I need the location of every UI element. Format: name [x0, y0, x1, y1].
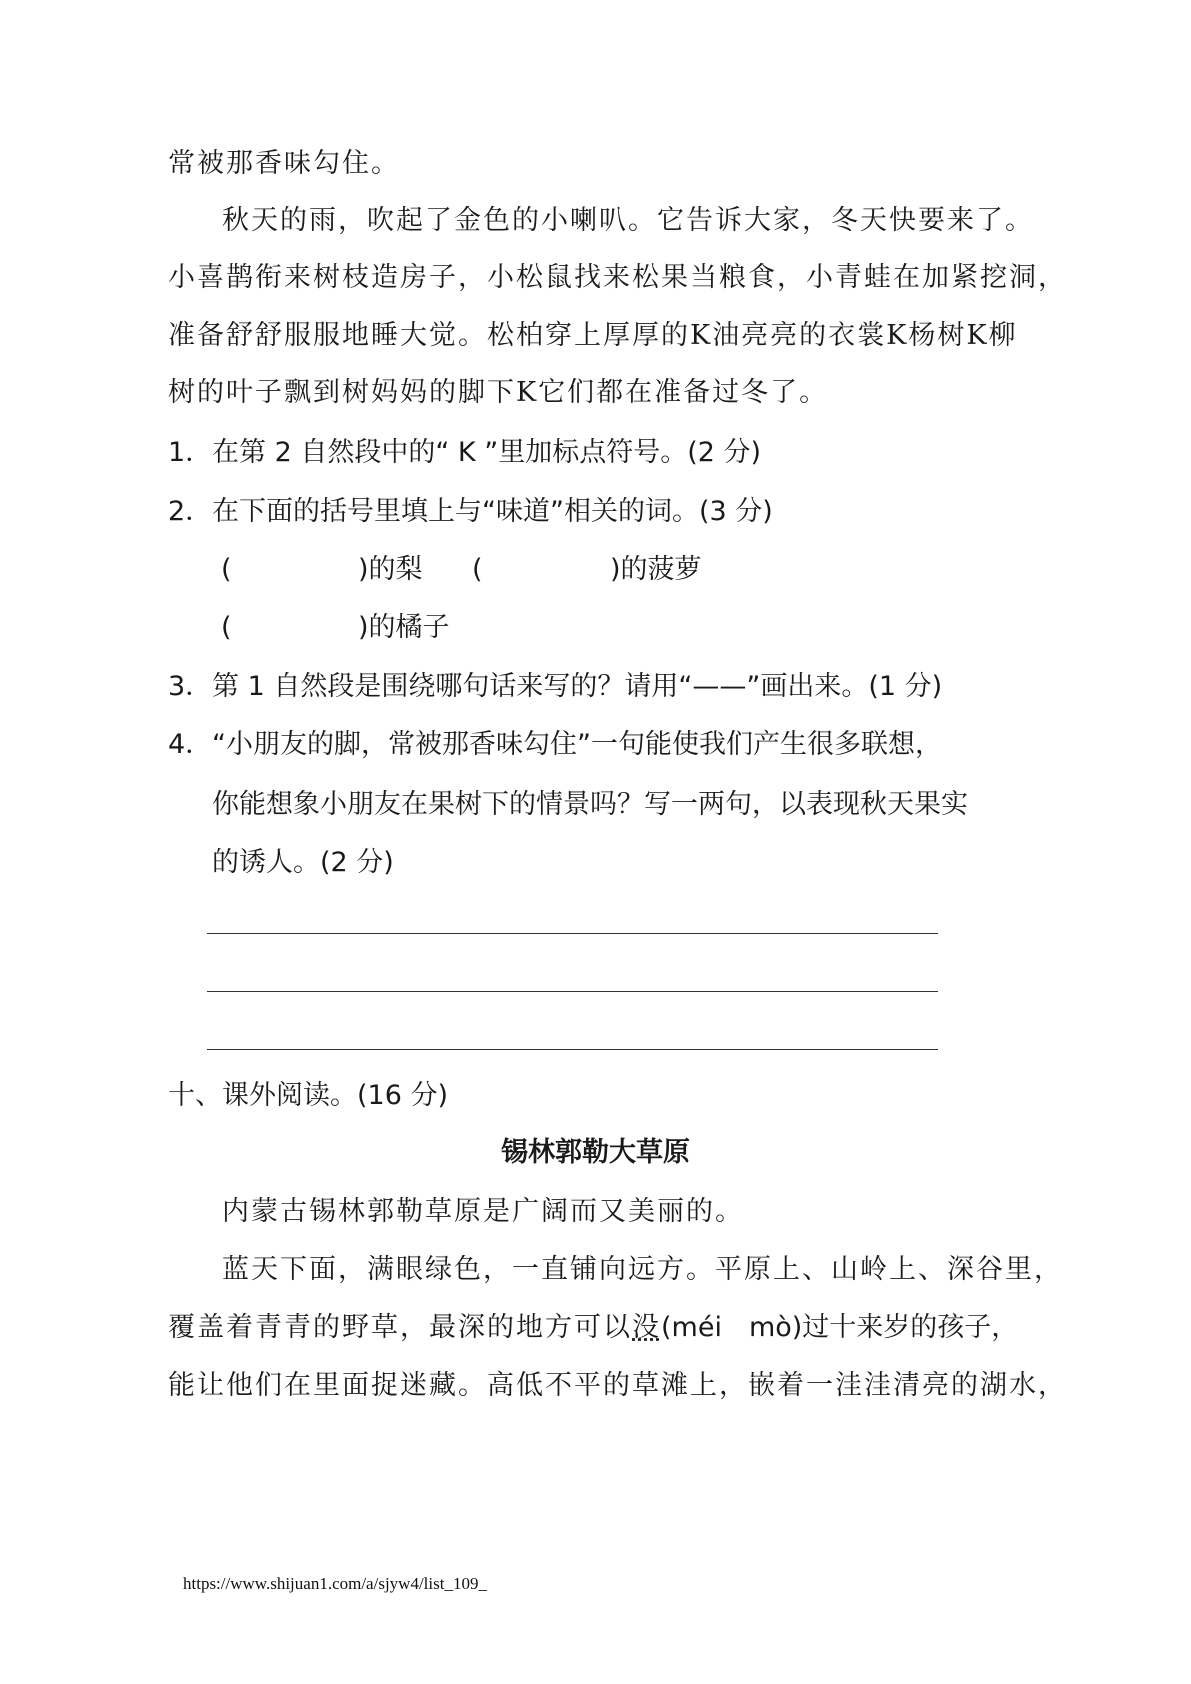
answer-line[interactable] — [207, 991, 938, 992]
blank-open: ( — [221, 554, 232, 585]
passage-line: 小喜鹊衔来树枝造房子，小松鼠找来松果当粮食，小青蛙在加紧挖洞， — [168, 262, 1067, 293]
question-number: 2． — [168, 496, 213, 527]
passage-title: 锡林郭勒大草原 — [501, 1137, 690, 1168]
blank-open: ( — [221, 612, 232, 643]
dotted-character: 没 — [632, 1312, 661, 1343]
answer-line[interactable] — [207, 933, 938, 934]
passage-line: 内蒙古锡林郭勒草原是广阔而又美丽的。 — [222, 1196, 744, 1227]
question-text: 的诱人。(2 分) — [212, 847, 394, 878]
question-number: 1． — [168, 437, 213, 468]
passage-line: 树的叶子飘到树妈妈的脚下K它们都在准备过冬了。 — [168, 377, 829, 408]
blank-close-label: )的梨 — [358, 554, 423, 585]
section-heading: 十、课外阅读。(16 分) — [168, 1080, 449, 1111]
blank-open: ( — [472, 554, 483, 585]
question-number: 4． — [168, 729, 213, 760]
question-number: 3． — [168, 671, 213, 702]
passage-line: 能让他们在里面捉迷藏。高低不平的草滩上，嵌着一洼洼清亮的湖水， — [168, 1370, 1067, 1401]
passage-line: 蓝天下面，满眼绿色，一直铺向远方。平原上、山岭上、深谷里， — [222, 1254, 1063, 1285]
footer-url[interactable]: https://www.shijuan1.com/a/sjyw4/list_109_ — [183, 1574, 487, 1593]
blank-close-label: )的菠萝 — [610, 554, 702, 585]
passage-line: 常被那香味勾住。 — [168, 148, 400, 179]
answer-line[interactable] — [207, 1049, 938, 1050]
question-2 — [168, 494, 773, 530]
passage-text: 覆盖着青青的野草，最深的地方可以 — [168, 1312, 632, 1343]
question-4 — [168, 727, 942, 763]
question-text: 第 1 自然段是围绕哪句话来写的？请用“——”画出来。(1 分) — [212, 671, 943, 702]
question-text: “小朋友的脚，常被那香味勾住”一句能使我们产生很多联想， — [212, 729, 942, 760]
passage-line — [168, 1310, 1018, 1346]
pinyin-options: (méi mò)过十来岁的孩子， — [661, 1312, 1019, 1343]
question-text: 在下面的括号里填上与“味道”相关的词。(3 分) — [212, 496, 773, 527]
question-3 — [168, 669, 942, 705]
passage-line: 秋天的雨，吹起了金色的小喇叭。它告诉大家，冬天快要来了。 — [222, 205, 1034, 236]
question-text: 你能想象小朋友在果树下的情景吗？写一两句，以表现秋天果实 — [212, 789, 968, 820]
passage-line: 准备舒舒服服地睡大觉。松柏穿上厚厚的K油亮亮的衣裳K杨树K柳 — [168, 320, 1018, 351]
question-1 — [168, 435, 761, 471]
blank-close-label: )的橘子 — [358, 612, 450, 643]
question-text: 在第 2 自然段中的“ K ”里加标点符号。(2 分) — [212, 437, 762, 468]
